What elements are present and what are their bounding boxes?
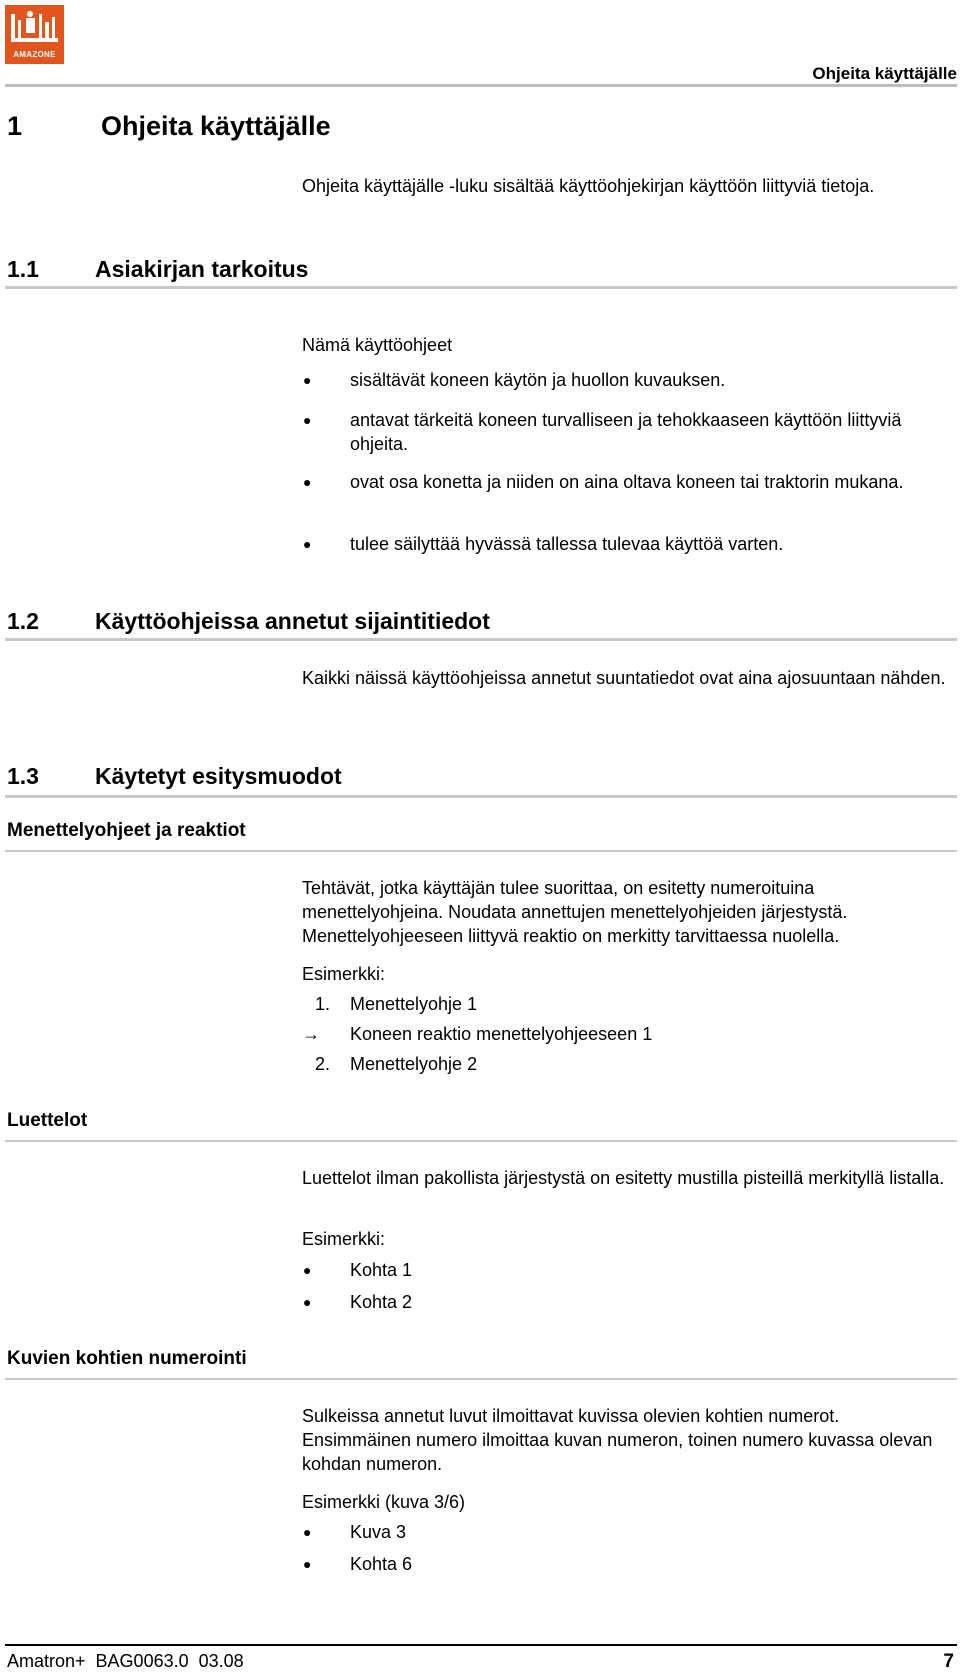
step-text: Koneen reaktio menettelyohjeeseen 1 [350,1024,653,1044]
list-item [302,368,952,392]
header-rule [5,84,957,87]
subsection-heading-procedures: Menettelyohjeet ja reaktiot [7,820,246,841]
list-item-text: Kohta 2 [350,1292,413,1312]
logo-wordmark: AMAZONE [13,50,56,59]
step-text: Menettelyohje 1 [350,994,478,1014]
figures-example-label: Esimerkki (kuva 3/6) [302,1492,466,1512]
list-item [302,1290,952,1314]
section-1-2-text: Kaikki näissä käyttöohjeissa annetut suuntatiedot ovat aina ajosuuntaan nähden. [302,668,946,688]
section-rule [5,638,957,641]
page-number: 7 [943,1651,954,1672]
bullet-icon: ● [303,1262,312,1278]
bullet-icon: ● [303,372,312,388]
bullet-icon: ● [303,412,312,428]
procedure-step [302,992,952,1016]
list-item [302,532,952,556]
section-1-3-heading [7,763,342,790]
section-1-1-lead: Nämä käyttöohjeet [302,335,453,355]
lists-text: Luettelot ilman pakollista järjestystä on esitetty mustilla pisteillä merkityllä listalla. [302,1168,945,1188]
bullet-icon: ● [303,536,312,552]
procedures-text: Tehtävät, jotka käyttäjän tulee suorittaa, on esitetty numeroituina menettelyohjeina. Noudata annettujen menettelyohjeiden järjestystä. Menettelyohjeeseen liittyvä reaktio on merkitty tarvittaessa nuolella. [302,878,848,946]
list-item [302,408,952,456]
list-item [302,1520,952,1544]
bullet-icon: ● [303,1556,312,1572]
step-number: 1. [315,994,331,1014]
subsection-heading-lists: Luettelot [7,1110,88,1131]
list-item-text: sisältävät koneen käytön ja huollon kuvauksen. [350,370,726,390]
procedures-example-label: Esimerkki: [302,964,386,984]
bullet-icon: ● [303,1294,312,1310]
list-item [302,470,952,494]
chapter-intro: Ohjeita käyttäjälle -luku sisältää käyttöohjekirjan käyttöön liittyviä tietoja. [302,176,875,196]
bullet-icon: ● [303,474,312,490]
chapter-heading [7,111,331,142]
subsection-heading-figures: Kuvien kohtien numerointi [7,1348,247,1369]
section-number: 1.1 [7,256,39,282]
list-item-text: antavat tärkeitä koneen turvalliseen ja tehokkaaseen käyttöön liittyviä ohjeita. [350,410,902,454]
lists-example-label: Esimerkki: [302,1229,386,1249]
list-item-text: Kohta 1 [350,1260,413,1280]
step-number: 2. [315,1054,331,1074]
section-title: Käytetyt esitysmuodot [95,763,342,789]
section-title: Asiakirjan tarkoitus [95,256,309,282]
bullet-icon: ● [303,1524,312,1540]
list-item-text: tulee säilyttää hyvässä tallessa tulevaa käyttöä varten. [350,534,784,554]
section-rule [5,795,957,798]
chapter-title: Ohjeita käyttäjälle [101,111,331,141]
footer-document-id: Amatron+ BAG0063.0 03.08 [7,1651,244,1671]
section-number: 1.2 [7,608,39,634]
section-rule [5,286,957,289]
subsection-rule [5,850,957,852]
procedure-step [302,1022,952,1046]
chapter-number: 1 [7,111,23,141]
section-title: Käyttöohjeissa annetut sijaintitiedot [95,608,490,634]
subsection-rule [5,1378,957,1380]
list-item [302,1552,952,1576]
section-number: 1.3 [7,763,39,789]
procedure-step [302,1052,952,1076]
section-1-2-heading [7,608,490,635]
list-item-text: ovat osa konetta ja niiden on aina oltava koneen tai traktorin mukana. [350,472,904,492]
footer-rule [5,1644,957,1646]
list-item [302,1258,952,1282]
arrow-right-icon: → [302,1024,320,1044]
step-text: Menettelyohje 2 [350,1054,478,1074]
amazone-logo [5,5,64,64]
list-item-text: Kohta 6 [350,1554,413,1574]
subsection-rule [5,1140,957,1142]
section-1-1-heading [7,256,308,283]
figures-text: Sulkeissa annetut luvut ilmoittavat kuvissa olevien kohtien numerot. Ensimmäinen numero ilmoittaa kuvan numeron, toinen numero kuvassa olevan kohdan numeron. [302,1406,933,1474]
running-head: Ohjeita käyttäjälle [812,64,957,83]
list-item-text: Kuva 3 [350,1522,407,1542]
